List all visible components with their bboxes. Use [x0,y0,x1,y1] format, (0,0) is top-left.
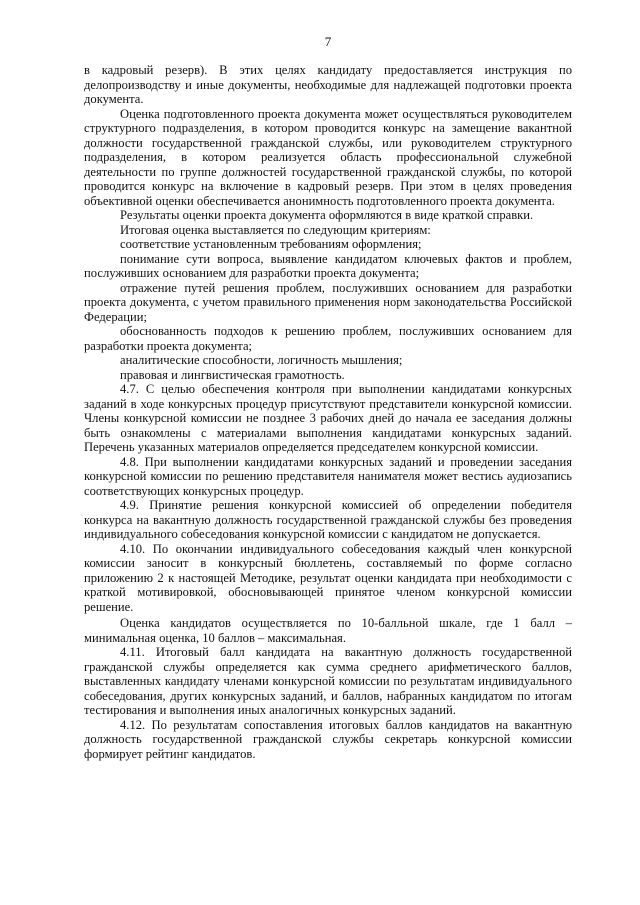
criterion-understanding: понимание сути вопроса, выявление кандидатом ключевых фактов и проблем, послуживших основанием для разработки проекта документа; [84,251,572,280]
document-page [84,34,572,761]
criterion-analytical: аналитические способности, логичность мышления; [120,353,403,367]
section-4-7: 4.7. С целью обеспечения контроля при выполнении кандидатами конкурсных заданий в ходе конкурсных процедур присутствуют представители конкурсной комиссии. Члены конкурсной комиссии не позднее 3 рабочих дней до начала ее заседания должны быть ознакомлены с материалами выполнения кандидатами конкурсных заданий. Перечень указанных материалов определяется председателем конкурсной комиссии. [84,382,572,454]
paragraph-assessment-results: Результаты оценки проекта документа оформляются в виде краткой справки. [120,208,534,222]
criterion-solutions: отражение путей решения проблем, послуживших основанием для разработки проекта документа, с учетом правильного применения норм законодательства Российской Федерации; [84,280,572,324]
section-4-8: 4.8. При выполнении кандидатами конкурсных заданий и проведении заседания конкурсной комиссии по решению представителя нанимателя может вестись аудиозапись соответствующих конкурсных процедур. [84,454,572,498]
criterion-justification: обоснованность подходов к решению проблем, послуживших основанием для разработки проекта документа; [84,324,572,353]
criterion-literacy: правовая и лингвистическая грамотность. [120,367,345,382]
document-body [84,63,572,761]
paragraph-assessment-by-head: Оценка подготовленного проекта документа может осуществляться руководителем структурного подразделения, в котором проводится конкурс на замещение вакантной должности государственной гражданской службы, или руководителем структурного подразделения, в котором реализуется область профессиональной служебной деятельности по группе должностей государственной гражданской службы, по которой проводится конкурс на включение в кадровый резерв. При этом в целях проведения объективной оценки обеспечивается анонимность подготовленного проекта документа. [84,106,572,208]
paragraph-criteria-intro: Итоговая оценка выставляется по следующим критериям: [120,222,431,237]
section-4-11: 4.11. Итоговый балл кандидата на вакантную должность государственной гражданской службы определяется как сумма среднего арифметического баллов, выставленных кандидату членами конкурсной комиссии по результатам индивидуального собеседования, других конкурсных заданий, и баллов, набранных кандидатом по итогам тестирования и выполнения иных аналогичных конкурсных заданий. [84,645,572,717]
section-4-9: 4.9. Принятие решения конкурсной комиссией об определении победителя конкурса на вакантную должность государственной гражданской службы без проведения индивидуального собеседования конкурсной комиссии с кандидатом не допускается. [84,498,572,541]
paragraph-scale: Оценка кандидатов осуществляется по 10-балльной шкале, где 1 балл – минимальная оценка, 10 баллов – максимальная. [84,616,572,645]
paragraph-continuation: в кадровый резерв). В этих целях кандидату предоставляется инструкция по делопроизводству и иные документы, необходимые для надлежащей подготовки проекта документа. [84,63,572,106]
section-4-10: 4.10. По окончании индивидуального собеседования каждый член конкурсной комиссии заносит в конкурсный бюллетень, составляемый по форме согласно приложению 2 к настоящей Методике, результат оценки кандидата при необходимости с краткой мотивировкой, обосновывающей принятое членом конкурсной комиссии решение. [84,541,572,614]
section-4-12: 4.12. По результатам сопоставления итоговых баллов кандидатов на вакантную должность государственной гражданской службы секретарь конкурсной комиссии формирует рейтинг кандидатов. [84,717,572,761]
page-number: 7 [324,34,332,49]
criterion-formatting: соответствие установленным требованиям оформления; [120,237,422,251]
